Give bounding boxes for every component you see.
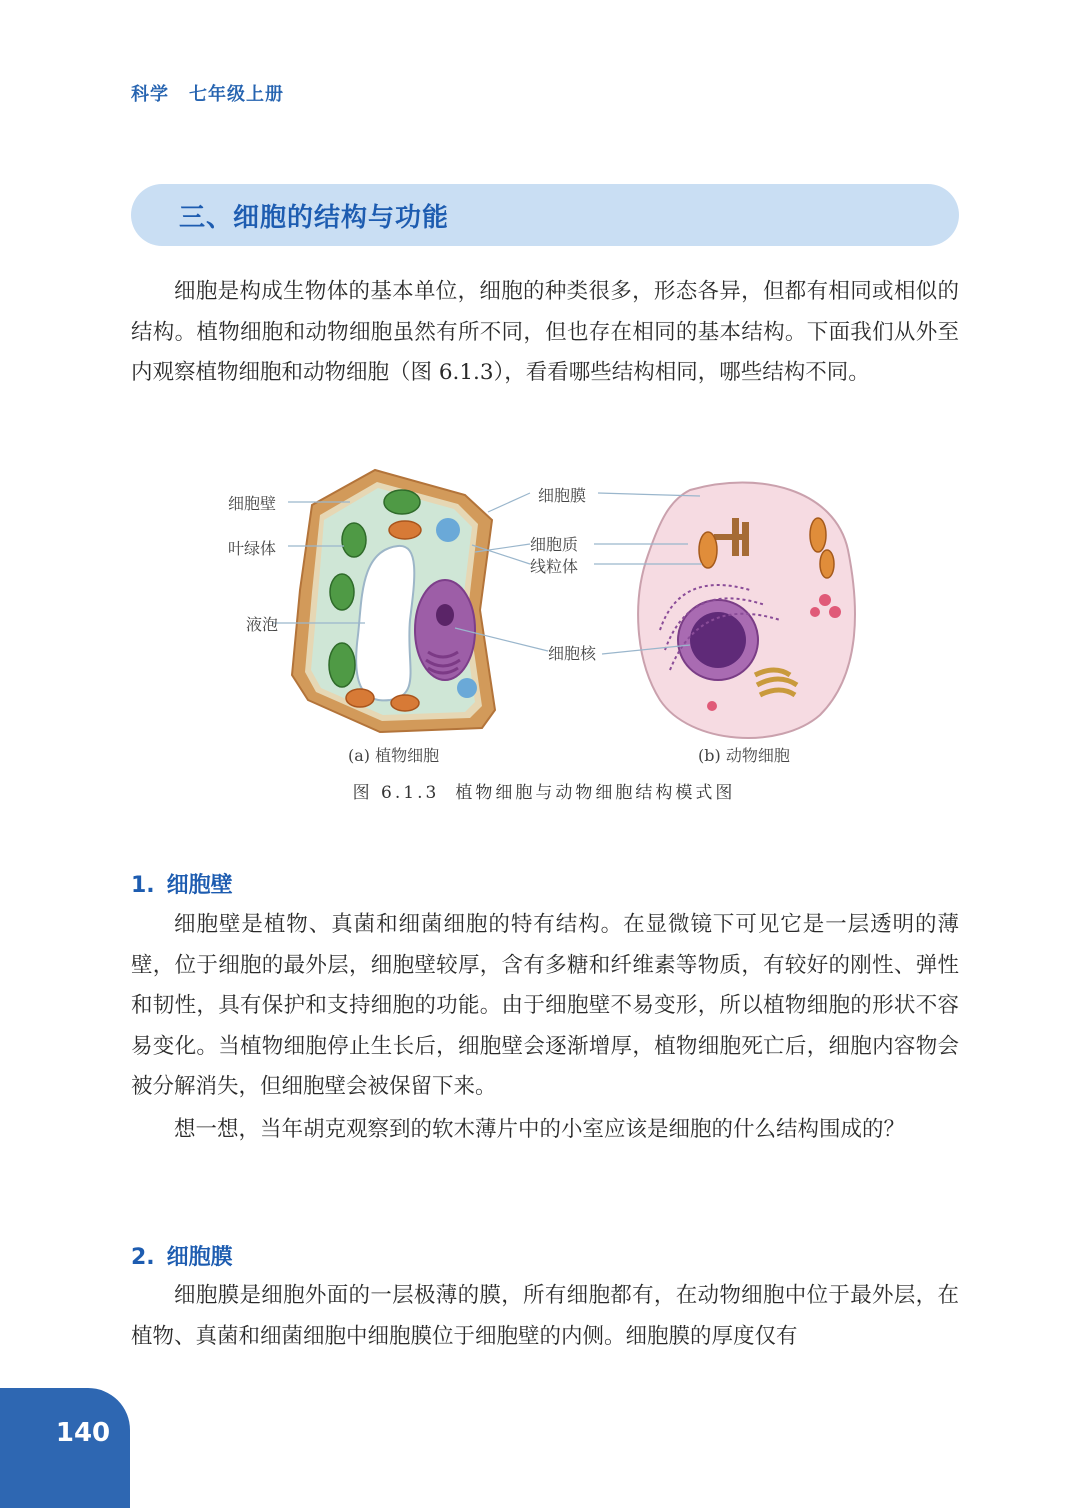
intro-paragraph: 细胞是构成生物体的基本单位，细胞的种类很多，形态各异，但都有相同或相似的结构。植物细胞和动物细胞虽然有所不同，但也存在相同的基本结构。下面我们从外至内观察植物细胞和动物细胞（图 6.1.3），看看哪些结构相同，哪些结构不同。 (131, 279, 959, 385)
cell-figure (220, 460, 870, 770)
header-subject: 科学 (131, 84, 169, 105)
cell-wall-question: 想一想，当年胡克观察到的软木薄片中的小室应该是细胞的什么结构围成的？ (174, 1117, 906, 1142)
caption-number: 图 6.1.3 (352, 783, 440, 803)
figure-caption (0, 778, 1088, 803)
label-membrane: 细胞膜 (538, 486, 587, 505)
label-nucleus: 细胞核 (548, 644, 597, 663)
subcaption-animal: (b) 动物细胞 (698, 746, 790, 765)
plant-cell-illustration (292, 470, 495, 732)
heading-number: 1. (131, 873, 155, 898)
heading-text: 细胞膜 (166, 1245, 233, 1270)
page-number: 140 (55, 1418, 111, 1448)
subcaption-plant: (a) 植物细胞 (348, 746, 440, 765)
heading-text: 细胞壁 (166, 873, 233, 898)
page-number-tab (0, 1388, 130, 1508)
label-mitochondria: 线粒体 (530, 557, 579, 576)
header-grade: 七年级上册 (189, 84, 284, 105)
cell-diagram (220, 460, 870, 770)
section-title: 三、细胞的结构与功能 (179, 203, 450, 233)
label-vacuole: 液泡 (246, 615, 279, 634)
section-banner (131, 184, 959, 246)
cell-wall-paragraph: 细胞壁是植物、真菌和细菌细胞的特有结构。在显微镜下可见它是一层透明的薄壁，位于细胞的最外层，细胞壁较厚，含有多糖和纤维素等物质，有较好的刚性、弹性和韧性，具有保护和支持细胞的功能。由于细胞壁不易变形，所以植物细胞的形状不容易变化。当植物细胞停止生长后，细胞壁会逐渐增厚，植物细胞死亡后，细胞内容物会被分解消失，但细胞壁会被保留下来。 (131, 912, 959, 1099)
label-chloroplast: 叶绿体 (228, 539, 277, 558)
label-cell-wall: 细胞壁 (228, 494, 277, 513)
animal-cell-illustration (638, 483, 855, 738)
cell-membrane-paragraph: 细胞膜是细胞外面的一层极薄的膜，所有细胞都有，在动物细胞中位于最外层，在植物、真菌和细菌细胞中细胞膜位于细胞壁的内侧。细胞膜的厚度仅有 (131, 1283, 959, 1349)
caption-text: 植物细胞与动物细胞结构模式图 (455, 783, 736, 803)
heading-cell-membrane (131, 1240, 233, 1271)
label-cytoplasm: 细胞质 (530, 535, 579, 554)
heading-number: 2. (131, 1245, 155, 1270)
running-header (131, 80, 284, 106)
heading-cell-wall (131, 868, 233, 899)
